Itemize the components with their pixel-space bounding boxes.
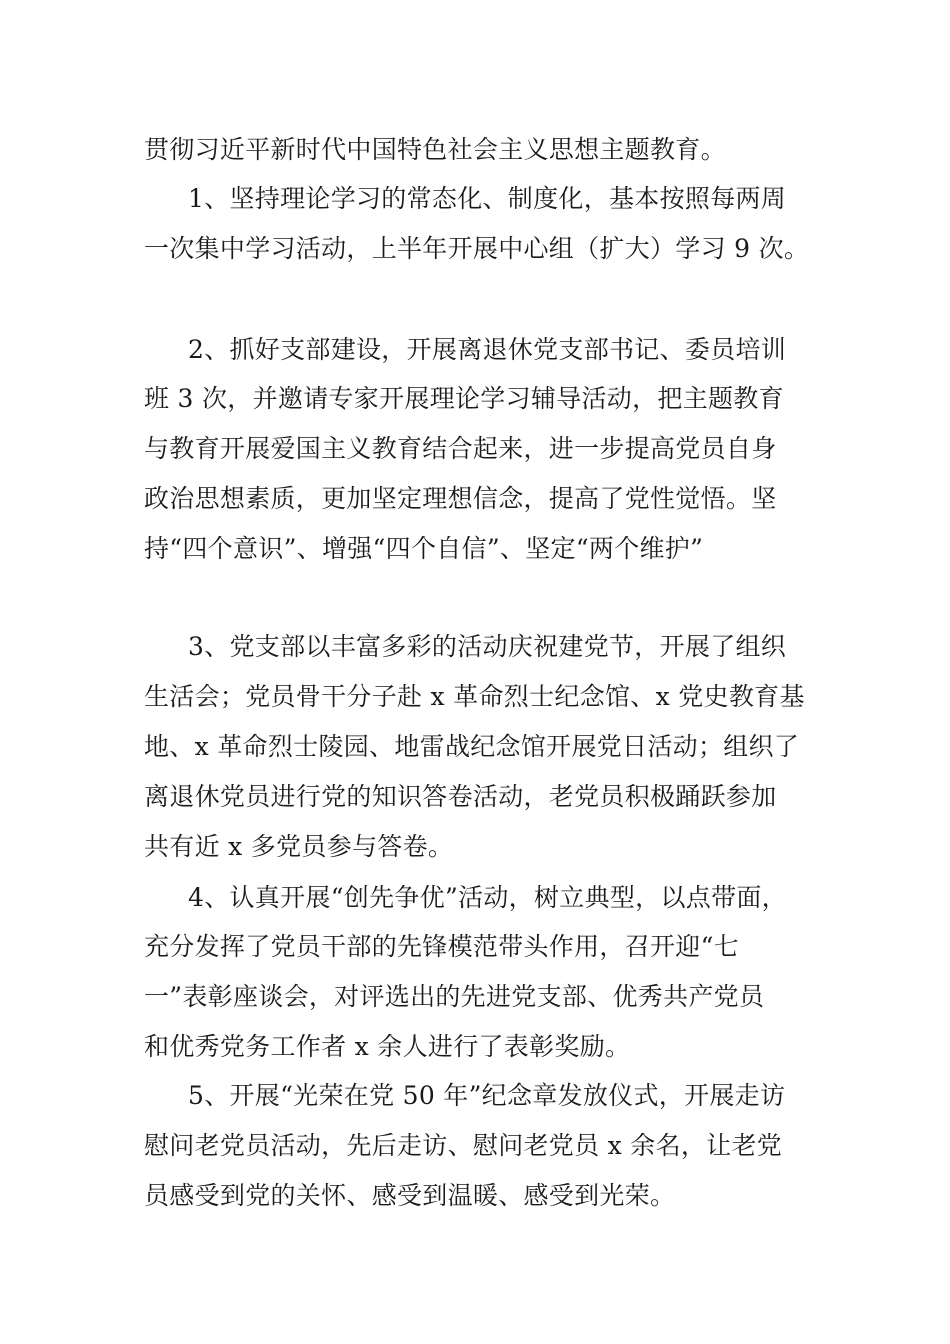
text-line: 持“四个意识”、增强“四个自信”、坚定“两个维护” bbox=[144, 534, 704, 563]
paragraph-5-line: 5、开展“光荣在党 50 年”纪念章发放仪式，开展走访 bbox=[188, 1081, 786, 1110]
text-line: 员感受到党的关怀、感受到温暖、感受到光荣。 bbox=[144, 1181, 676, 1210]
paragraph-1-line: 1、坚持理论学习的常态化、制度化，基本按照每两周 bbox=[188, 184, 787, 213]
text-line: 一次集中学习活动，上半年开展中心组（扩大）学习 9 次。 bbox=[144, 234, 810, 263]
text-line: 生活会；党员骨干分子赴 x 革命烈士纪念馆、x 党史教育基 bbox=[144, 682, 805, 711]
text-line: 贯彻习近平新时代中国特色社会主义思想主题教育。 bbox=[144, 135, 726, 164]
text-line: 与教育开展爱国主义教育结合起来，进一步提高党员自身 bbox=[144, 434, 777, 463]
text-line: 慰问老党员活动，先后走访、慰问老党员 x 余名，让老党 bbox=[144, 1131, 783, 1160]
text-line: 共有近 x 多党员参与答卷。 bbox=[144, 832, 454, 861]
paragraph-2-line: 2、抓好支部建设，开展离退休党支部书记、委员培训 bbox=[188, 335, 787, 364]
text-line: 离退休党员进行党的知识答卷活动，老党员积极踊跃参加 bbox=[144, 782, 777, 811]
paragraph-3-line: 3、党支部以丰富多彩的活动庆祝建党节，开展了组织 bbox=[188, 632, 787, 661]
text-line: 政治思想素质，更加坚定理想信念，提高了党性觉悟。坚 bbox=[144, 484, 777, 513]
text-line: 充分发挥了党员干部的先锋模范带头作用，召开迎“七 bbox=[144, 932, 739, 961]
text-line: 班 3 次，并邀请专家开展理论学习辅导活动，把主题教育 bbox=[144, 384, 784, 413]
text-line: 和优秀党务工作者 x 余人进行了表彰奖励。 bbox=[144, 1032, 631, 1061]
text-line: 一”表彰座谈会，对评选出的先进党支部、优秀共产党员 bbox=[144, 982, 765, 1011]
text-line: 地、x 革命烈士陵园、地雷战纪念馆开展党日活动；组织了 bbox=[144, 732, 800, 761]
paragraph-4-line: 4、认真开展“创先争优”活动，树立典型，以点带面， bbox=[188, 883, 787, 912]
